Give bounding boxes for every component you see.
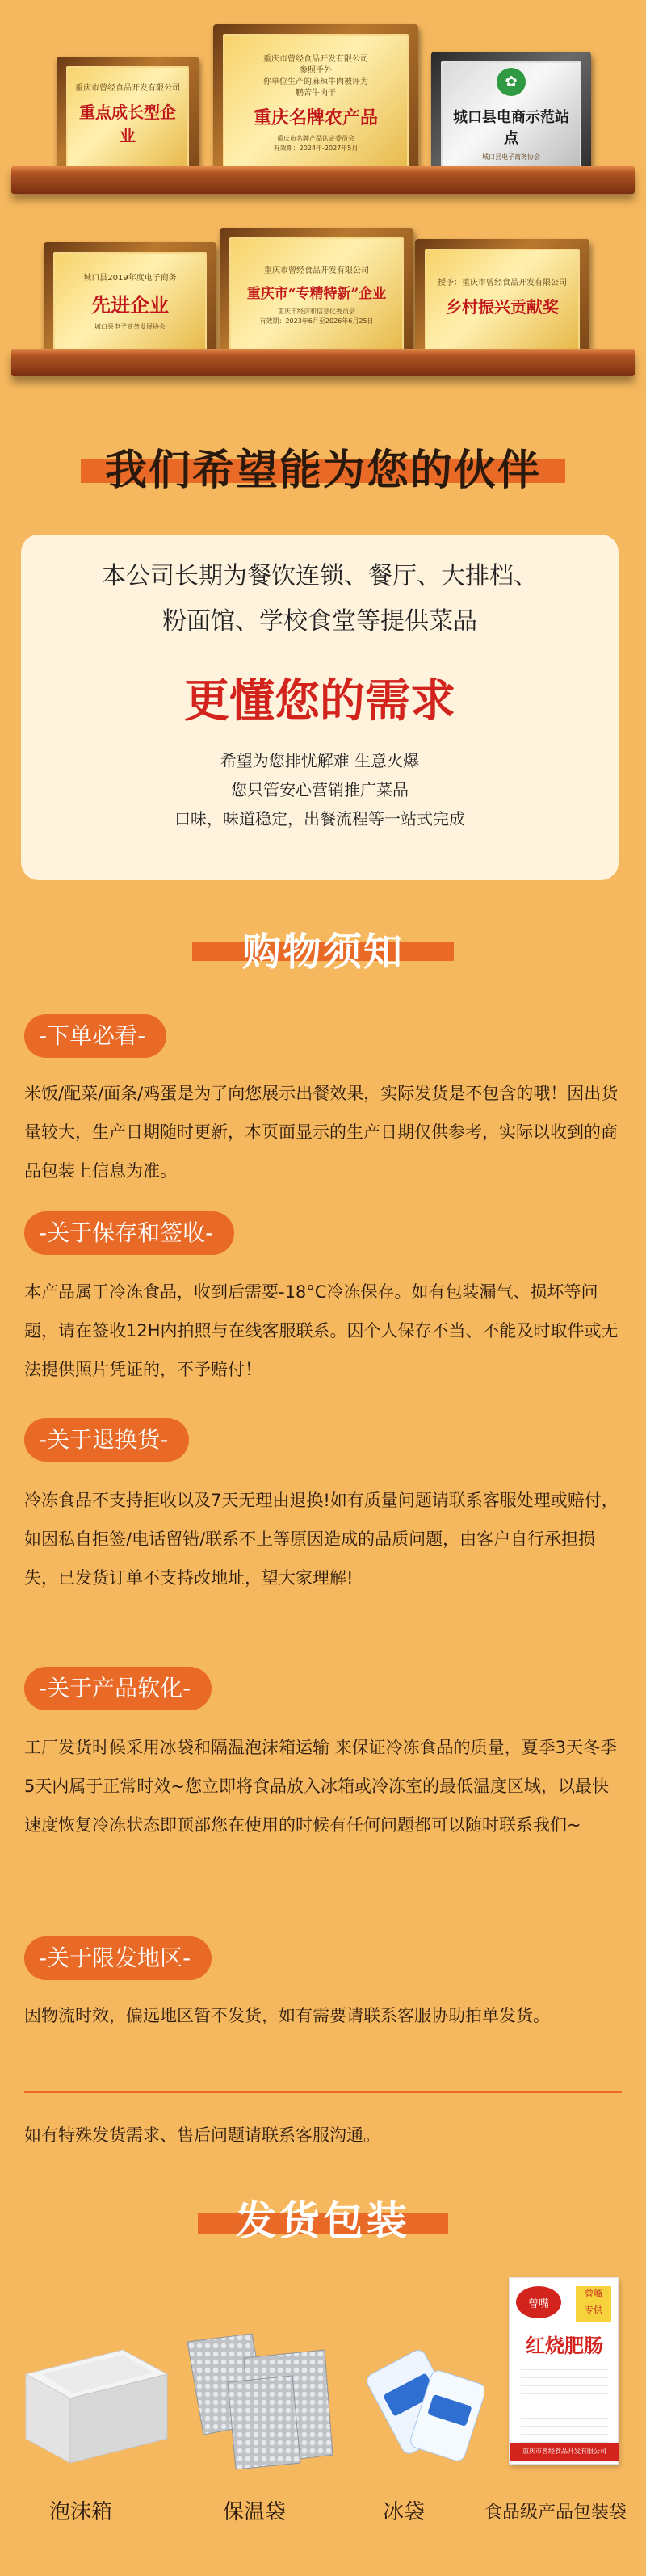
section-text: 工厂发货时候采用冰袋和隔温泡沫箱运输 来保证冷冻食品的质量，夏季3天冬季5天内属于正常时效~您立即将食品放入冰箱或冷冻室的最低温度区域，以最快速度恢复冷冻状态即顶部您在使用的时候有任何问题都可以随时联系我们~ (24, 1738, 618, 1835)
foam-box-icon (18, 2318, 171, 2471)
intro-line: 粉面馆、学校食堂等提供菜品 (162, 607, 477, 636)
food-package-icon (509, 2277, 619, 2465)
award-title: 重点成长型企业 (79, 103, 176, 145)
package-label: 保温袋 (222, 2500, 286, 2524)
section-order-notice: -下单必看- (24, 1014, 166, 1058)
section-return-notice: -关于退换货- (24, 1418, 189, 1462)
section-storage-notice: -关于保存和签收- (24, 1211, 234, 1255)
section-text: 因物流时效，偏远地区暂不发货，如有需要请联系客服协助拍单发货。 (24, 2006, 550, 2025)
package-label: 食品级产品包装袋 (484, 2503, 627, 2523)
award-title: 重庆名牌农产品 (253, 107, 378, 129)
award-title: 重庆市“专精特新”企业 (246, 286, 387, 303)
highlight-heading: 更懂您的需求 (184, 674, 455, 728)
section-region-notice: -关于限发地区- (24, 1936, 212, 1980)
notice-heading: 购物须知 (0, 921, 646, 976)
divider (24, 2091, 622, 2093)
intro-line: 本公司长期为餐饮连锁、餐厅、大排档、 (102, 562, 538, 590)
ice-pack-icon (363, 2342, 484, 2463)
award-plaque: 城口县2019年度电子商务 先进企业 城口县电子商务发展协会 (44, 242, 216, 362)
contact-footer: 如有特殊发货需求、售后问题请联系客服沟通。 (24, 2125, 380, 2145)
partner-heading: 我们希望能为您的伙伴 (0, 436, 646, 497)
ecommerce-logo-icon: ✿ (497, 68, 526, 96)
maker-strip: 重庆市曾经食品开发有限公司 (510, 2443, 619, 2461)
display-shelf (11, 166, 635, 194)
package-label: 冰袋 (382, 2500, 425, 2524)
package-label: 泡沫箱 (48, 2500, 112, 2524)
partner-card (21, 535, 619, 880)
brand-tag: 曾嘴 专供 (576, 2286, 611, 2322)
insulation-bag-icon (179, 2326, 338, 2471)
display-shelf (11, 349, 635, 376)
awards-display (0, 0, 646, 404)
section-text: 米饭/配菜/面条/鸡蛋是为了向您展示出餐效果，实际发货是不包含的哦！因出货量较大，生产日期随时更新，本页面显示的生产日期仅供参考，实际以收到的商品包装上信息为准。 (24, 1084, 619, 1181)
award-plaque: 重庆市曾经食品开发有限公司 参照手外 你单位生产的麻辣牛肉被评为 鹏苦牛肉干 重庆名牌农产品 重庆市名牌产品认定委员会 有效期：2024年-2027年5月 (213, 24, 418, 183)
benefit-line: 您只管安心营销推广菜品 (231, 780, 409, 799)
section-text: 冷冻食品不支持拒收以及7天无理由退换!如有质量问题请联系客服处理或赔付，如因私自拒签/电话留错/联系不上等原因造成的品质问题，由客户自行承担损失，已发货订单不支持改地址，望大家理解! (24, 1491, 619, 1588)
section-softening-notice: -关于产品软化- (24, 1667, 212, 1710)
award-title: 先进企业 (91, 292, 169, 317)
product-name: 红烧肥肠 (526, 2335, 603, 2357)
award-plaque: 重庆市曾经食品开发有限公司 重庆市“专精特新”企业 重庆市经济和信息化委员会 有效期：2023年6月至2026年6月25日 (220, 228, 413, 363)
section-text: 本产品属于冷冻食品，收到后需要-18°C冷冻保存。如有包装漏气、损坏等问题，请在签收12H内拍照与在线客服联系。因个人保存不当、不能及时取件或无法提供照片凭证的，不予赔付！ (24, 1282, 619, 1379)
award-plaque: 授予：重庆市曾经食品开发有限公司 乡村振兴贡献奖 (415, 239, 589, 360)
award-title: 城口县电商示范站点 (453, 108, 569, 147)
award-plaque: 重庆市曾经食品开发有限公司 重点成长型企业 (57, 57, 199, 178)
shipping-heading: 发货包装 (0, 2188, 646, 2247)
brand-logo: 曾嘴 (516, 2286, 561, 2318)
award-plaque: ✿ 城口县电商示范站点 城口县电子商务协会 (431, 52, 591, 178)
benefit-line: 希望为您排忧解难 生意火爆 (220, 751, 420, 770)
label-lines (521, 2362, 608, 2443)
benefit-line: 口味，味道稳定，出餐流程等一站式完成 (174, 809, 465, 829)
award-title: 乡村振兴贡献奖 (446, 296, 559, 317)
